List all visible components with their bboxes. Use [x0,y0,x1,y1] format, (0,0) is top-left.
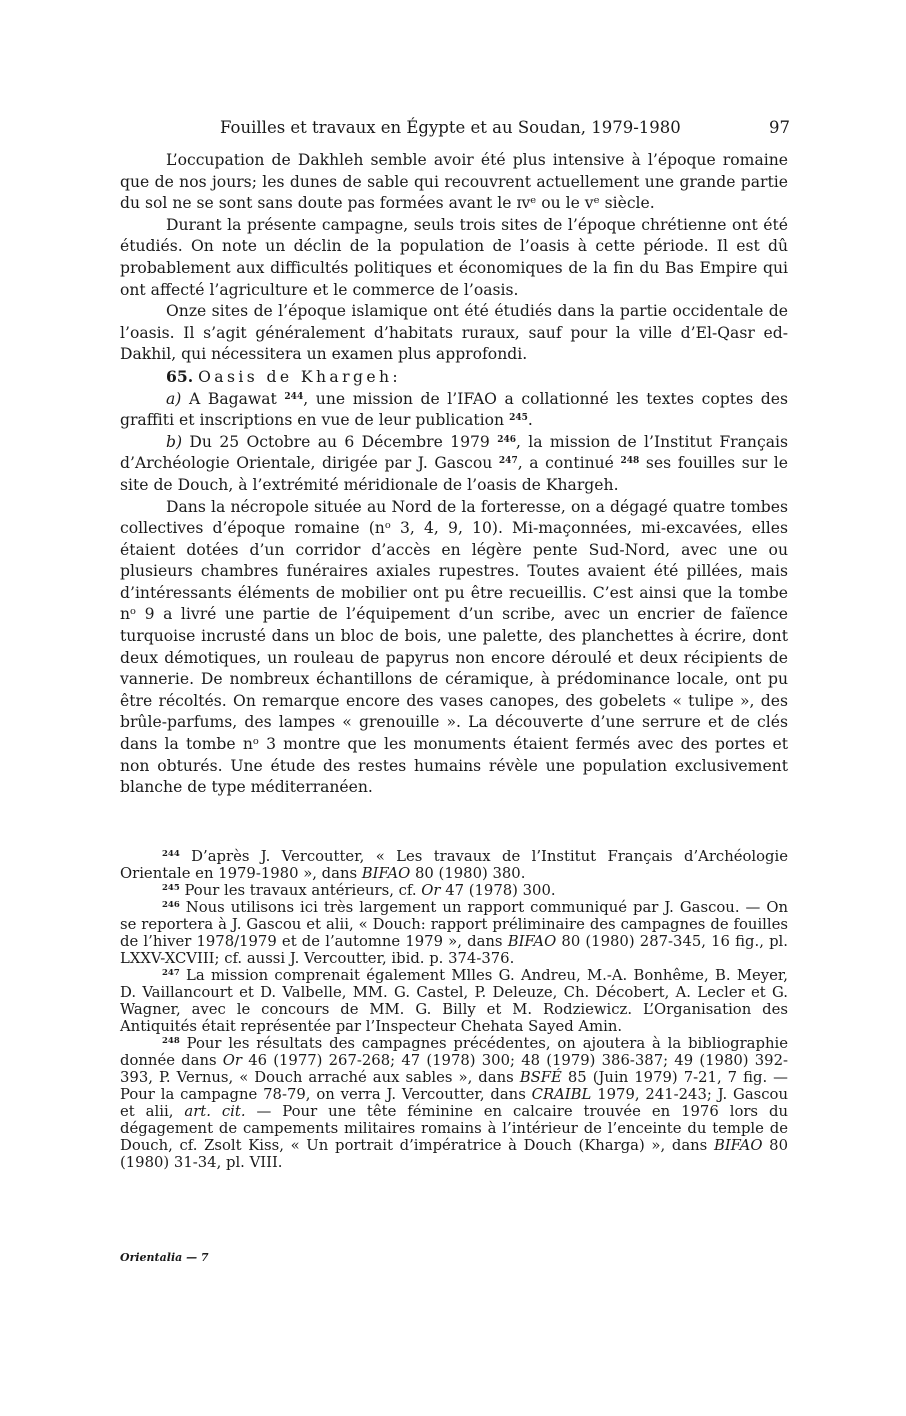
signature-mark: Orientalia — 7 [120,1251,209,1264]
footnote-ref-245[interactable]: 245 [509,413,528,424]
section-heading-65 [120,366,788,389]
main-text [120,150,788,799]
page-number: 97 [769,118,790,137]
section-title: Oasis de Khargeh: [198,367,402,386]
footnote-ref-246[interactable]: 246 [497,434,516,445]
paragraph-christian-sites: Durant la présente campagne, seuls trois sites de l’époque chrétienne ont été étudiés. On note un déclin de la population de l’oasis à cette période. Il est dû probablement aux difficultés politiques et économiques de la fin du Bas Empire qui ont affecté l’agriculture et le commerce de l’oasis. [120,215,788,299]
footnote-246: $^{246}$ Nous utilisons ici très largement un rapport communiqué par J. Gascou. — On se reportera à J. Gascou et alii, « Douch: rapport préliminaire des campagnes de fouilles de l’hiver 1978/1979 et de l’automne 1979 », dans BIFAO 80 (1980) 287-345, 16 fig., pl. LXXV-XCVIII; cf. aussi J. Vercoutter, ibid. p. 374-376. [120,899,788,967]
section-number: 65. [166,366,194,386]
paragraph-necropolis: Dans la nécropole située au Nord de la forteresse, on a dégagé quatre tombes collectives d’époque romaine (nᵒ 3, 4, 9, 10). Mi-maçonnées, mi-excavées, elles étaient dotées d’un corridor d’accès en légère pente Sud-Nord, avec une ou plusieurs chambres funéraires axiales rupestres. Toutes avaient été pillées, mais d’intéressants éléments de mobilier ont pu être recueillis. C’est ainsi que la tombe nᵒ 9 a livré une partie de l’équipement d’un scribe, avec un encrier de faïence turquoise incrusté dans un bloc de bois, une palette, des planchettes à écrire, dont deux démotiques, un rouleau de papyrus non encore déroulé et deux récipients de vannerie. De nombreux échantillons de céramique, à prédominance locale, ont pu être récoltés. On remarque encore des vases canopes, des gobelets « tulipe », des brûle-parfums, des lampes « grenouille ». La découverte d’une serrure et de clés dans la tombe nᵒ 3 montre que les monuments étaient fermés avec des portes et non obturés. Une étude des restes humains révèle une population exclusivement blanche de type méditerranéen. [120,497,788,797]
footnote-247: $^{247}$ La mission comprenait également Mlles G. Andreu, M.-A. Bonhême, B. Meyer, D. Vaillancourt et D. Valbelle, MM. G. Castel, P. Deleuze, Ch. Décobert, A. Lecler et G. Wagner, avec le concours de MM. G. Billy et M. Rodziewicz. L’Organisation des Antiquités était représentée par l’Inspecteur Chehata Sayed Amin. [120,967,788,1035]
running-header [220,118,790,140]
footnote-ref-244[interactable]: 244 [284,391,304,402]
paragraph-islamic-sites: Onze sites de l’époque islamique ont été étudiés dans la partie occidentale de l’oasis. Il s’agit généralement d’habitats ruraux, sauf pour la ville d’El-Qasr ed-Dakhil, qui nécessitera un examen plus approfondi. [120,302,788,364]
footnote-ref-248[interactable]: 248 [620,456,640,467]
footnotes [120,848,788,1171]
paragraph-dakhleh-occupation: L’occupation de Dakhleh semble avoir été plus intensive à l’époque romaine que de nos jours; les dunes de sable qui recouvrent actuellement une grande partie du sol ne se sont sans doute pas formées avant le ɪvᵉ ou le vᵉ siècle. [120,151,788,213]
running-title: Fouilles et travaux en Égypte et au Soudan, 1979-1980 [220,118,681,137]
item-label-b: b) [166,432,183,451]
footnote-ref-247[interactable]: 247 [498,456,518,467]
footnote-248: $^{248}$ Pour les résultats des campagnes précédentes, on ajoutera à la bibliographie donnée dans Or 46 (1977) 267-268; 47 (1978) 300; 48 (1979) 386-387; 49 (1980) 392-393, P. Vernus, « Douch arraché aux sables », dans BSFÉ 85 (Juin 1979) 7-21, 7 fig. — Pour la campagne 78-79, on verra J. Vercoutter, dans CRAIBL 1979, 241-243; J. Gascou et alii, art. cit. — Pour une tête féminine en calcaire trouvée en 1976 lors du dégagement de campements militaires romains à l’intérieur de l’enceinte du temple de Douch, cf. Zsolt Kiss, « Un portrait d’impératrice à Douch (Kharga) », dans BIFAO 80 (1980) 31-34, pl. VIII. [120,1035,788,1171]
paragraph-bagawat: a) A Bagawat $^{244}$, une mission de l’IFAO a collationné les textes coptes des graffiti et inscriptions en vue de leur publication $^{245}$. [120,389,789,430]
item-label-a: a) [166,389,182,408]
paragraph-douch: b) Du 25 Octobre au 6 Décembre 1979 $^{246}$, la mission de l’Institut Français d’Archéologie Orientale, dirigée par J. Gascou $^{247}$, a continué $^{248}$ ses fouilles sur le site de Douch, à l’extrémité méridionale de l’oasis de Khargeh. [120,432,788,494]
footnote-244: $^{244}$ D’après J. Vercoutter, « Les travaux de l’Institut Français d’Archéologie Orientale en 1979-1980 », dans BIFAO 80 (1980) 380. [120,848,788,882]
footnote-245: $^{245}$ Pour les travaux antérieurs, cf. Or 47 (1978) 300. [162,882,556,899]
